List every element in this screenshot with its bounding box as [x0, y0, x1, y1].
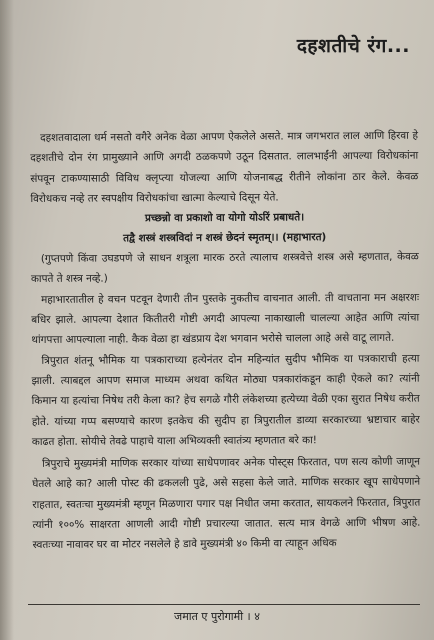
- sanskrit-verse-line-2: तद्वै शस्त्रं शस्त्रविदां न शस्त्रं छेदनं स्मृतम्।। (महाभारत): [123, 231, 327, 245]
- page-footer: जमात ए पुरोगामी । ४: [174, 610, 260, 623]
- chapter-body: [30, 126, 421, 556]
- paragraph-mahabharat: महाभारतातील हे वचन पटवून देणारी तीन पुस्तके नुकतीच वाचनात आली. ती वाचताना मन अक्षरशः बधिर झाले. आपल्या देशात कितीतरी गोष्टी अगदी आपल्या नाकाखाली चालल्या आहेत आणि त्यांचा थांगपत्ता आपल्याला नाही. कैक वेळा हा खंडप्राय देश भगवान भरोसे चालला आहे असे वाटू लागते.: [31, 291, 420, 347]
- page-gutter-shadow: [0, 0, 14, 640]
- paragraph-manik-sarkar: त्रिपुराचे मुख्यमंत्री माणिक सरकार यांच्या साधेपणावर अनेक पोस्ट्स फिरतात, पण सत्य कोणी जाणून घेतले आहे का? आली पोस्ट की ढकलली पुढे, असे सहसा केले जाते. माणिक सरकार खूप साधेपणाने राहतात, स्वतःचा मुख्यमंत्री म्हणून मिळणारा पगार पक्ष निधीत जमा करतात, सायकलने फिरतात, त्रिपुरात त्यांनी १००% साक्षरता आणली आदी गोष्टी प्रचारल्या जातात. सत्य मात्र वेगळे आणि भीषण आहे. स्वतःच्या नावावर घर वा मोटर नसलेले हे डावे मुख्यमंत्री ४० किमी वा त्याहून अधिक: [32, 455, 421, 552]
- verse-translation-note: (गुप्तपणे किंवा उघडपणे जे साधन शत्रूला मारक ठरते त्यालाच शस्त्रवेत्ते शस्त्र असे म्हणतात, केवळ कापते ते शस्त्र नव्हे.): [30, 250, 419, 286]
- footer-divider: [28, 604, 420, 605]
- chapter-title: दहशतीचे रंग...: [296, 35, 410, 57]
- paragraph-intro: दहशतवादाला धर्म नसतो वगैरे अनेक वेळा आपण ऐकलेले असते. मात्र जगभरात लाल आणि हिरवा हे दहशतीचे दोन रंग प्रामुख्याने आणि अगदी ठळकपणे उठून दिसतात. लालभाईंनी आपल्या विरोधकांना संपवून टाकण्यासाठी विविध क्लृप्त्या योजल्या आणि योजनाबद्ध रीतीने लोकांना ठार केले. केवळ विरोधकच नव्हे तर स्वपक्षीय विरोधकांचा खात्मा केल्याचे दिसून येते.: [30, 129, 419, 205]
- paragraph-tripura-journalists: त्रिपुरात शंतनू भौमिक या पत्रकाराच्या हत्येनंतर दोन महिन्यांत सुदीप भौमिक या पत्रकाराची हत्या झाली. त्याबद्दल आपण समाज माध्यम अथवा कथित मोठ्या पत्रकारांकडून काही ऐकले का? त्यांनी किमान या हत्यांचा निषेध तरी केला का? हेच सगळे गौरी लंकेशच्या हत्येच्या वेळी एका सुरात निषेध करीत होते. यांच्या गप्प बसण्याचे कारण इतकेच की सुदीप हा त्रिपुरातील डाव्या सरकारच्या भ्रष्टाचार बाहेर काढत होता. सोयीचे तेवढे पाहाचे याला अभिव्यक्ती स्वातंत्र्य म्हणतात बरे का!: [31, 352, 420, 448]
- sanskrit-verse-line-1: प्रच्छन्नो वा प्रकाशो वा योगो योऽरिं प्रबाधते।: [144, 211, 305, 225]
